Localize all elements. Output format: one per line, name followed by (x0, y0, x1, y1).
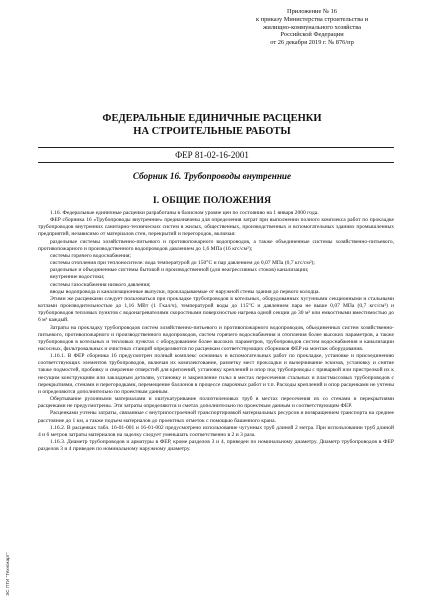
divider-bottom (38, 162, 394, 163)
collection-title: Сборник 16. Трубопроводы внутренние (132, 171, 292, 181)
paragraph: Этими же расценками следует пользоваться при прокладке трубопроводов в котельных, оборудованных чугунными секционными и стальными котлами производительностью до 1,16 МВт (1 Гкал/ч), температурой воды до 115°C и давлением пара не выше 0,07 МПа (0,7 кгс/см²) и трубопроводов тепловых пунктов с водонагревателями скоростными поверхностью нагрева одной секции до 30 м² или емкостными вместимостью до 6 м³ каждый. (38, 295, 394, 324)
paragraph: Обертывание рулонными материалами и оштукатуривание полиэтиленовых труб в местах пересечения их со стенами и перекрытиями расценками не предусмотрены. Эти затраты определяются и сметах дополнительно по проектным данным и соответствующим ФЕР. (38, 396, 394, 410)
document-title (0, 112, 424, 138)
paragraph: 1.16. Федеральные единичные расценки разработаны в базисном уровне цен по состоянию на 1 января 2000 года. (50, 210, 319, 216)
annex-line: к приказу Министерства строительства и (255, 15, 369, 23)
paragraph: раздельные системы хозяйственно-питьевого и противопожарного водопроводов, а также объединенные системы хозяйственно-питьевого, противопожарного и производственного водопроводов давлением до 1,6 МПа (16 кгс/см²); (38, 238, 394, 252)
paragraph: 1.16.3. Диаметр трубопроводов и арматуры в ФЕР, кроме разделов 3 и 4, приведен по номинальному диаметру. Диаметр трубопроводов в ФЕР разделов 3 и 4 приведен по номинальному наружному диаметру. (38, 439, 394, 453)
annex-line: от 26 декабря 2019 г. № 876/пр (270, 39, 354, 47)
title-line-1: ФЕДЕРАЛЬНЫЕ ЕДИНИЧНЫЕ РАСЦЕНКИ (102, 113, 322, 124)
body-text (38, 210, 394, 453)
paragraph: 1.16.2. В расценках табл. 16-01-001 и 16-01-002 предусмотрено использование чугунных труб длиной 2 метра. При использовании труб длиной 4 и 6 метров затраты материалов на заделку следует уменьшать соответственно в 2 и 3 раза. (38, 424, 394, 438)
annex-line: Российской Федерации (280, 31, 344, 39)
paragraph: системы отопления при теплоносителе: вода температурой до 150°C и пар давлением до 0,07 МПа (0,7 кгс/см²); (50, 260, 315, 267)
side-label-text: ЭС ПТИ "Технокарт" (5, 552, 10, 596)
paragraph: 1.16.1. В ФЕР сборника 16 предусмотрен полный комплекс основных и вспомогательных работ по прокладке, установке и присоединению соответствующих элементов трубопроводов, включая их комплектование, разметку мест прокладки и вычерчивание эскизов, установку и снятие также подмостей, пробивку и сверление отверстий для креплений, установку креплений и опор под трубопроводы с приваркой или пристрелкой их к несущим конструкциям или закладным деталям, установку и закрепление гильз в местах пересечения стальных и пластмассовых трубопроводов с перекрытиями, стенами и перегородками, перемещение баллонов в процессе сварочных работ и т.п. Расходы креплений и опор расценками не учтены и определяются дополнительно по проектным данным. (38, 353, 394, 395)
paragraph: ФЕР сборника 16 «Трубопроводы внутренние» предназначены для определения затрат при выполнении полного комплекса работ по прокладке трубопроводов внутренних санитарно-технических систем в жилых, общественных, производственных и вспомогательных зданиях промышленных предприятий, независимо от материалов стен, перекрытий и перегородок, включая: (38, 217, 394, 238)
paragraph: системы горячего водоснабжения; (50, 252, 131, 259)
side-label (5, 520, 15, 596)
divider-top (38, 147, 394, 148)
paragraph: Затраты на прокладку трубопроводов систем хозяйственно-питьевого и противопожарного водопроводов, объединенных систем хозяйственно-питьевого, противопожарного и производственного водопроводов, систем горячего водоснабжения и отопления более высоких параметров, а также трубопроводов в котельных и тепловых пунктах с оборудованием более высоких параметров, трубопроводов систем водоснабжения и канализации насосных, фильтровальных и очистных станций определяются по расценкам соответствующих сборников ФЕР на монтаж оборудования. (38, 324, 394, 352)
section-heading: I. ОБЩИЕ ПОЛОЖЕНИЯ (152, 195, 272, 206)
annex-line: Приложение № 16 (287, 8, 337, 15)
title-line-2: НА СТРОИТЕЛЬНЫЕ РАБОТЫ (133, 126, 291, 137)
paragraph: внутренние водостоки; (50, 274, 105, 281)
paragraph: раздельные и объединенные системы бытовой и производственной (для неагрессивных стоков) канализации; (50, 267, 309, 274)
annex-header (222, 8, 402, 47)
paragraph: системы газоснабжения низкого давления; (50, 281, 151, 288)
document-code: ФЕР 81-02-16-2001 (175, 150, 249, 160)
annex-line: жилищно-коммунального хозяйства (263, 23, 361, 31)
paragraph: Расценками учтены затраты, связанные с внутрипостроечной транспортировкой материальных ресурсов и возвращением транспорта на среднее расстояние до 1 км, а также подъем материалов до проектных отметок с помощью башенного крана. (38, 410, 394, 424)
paragraph: вводы водопровода и канализационные выпуски, прокладываемые от наружной стены здания до первого колодца. (50, 288, 320, 295)
